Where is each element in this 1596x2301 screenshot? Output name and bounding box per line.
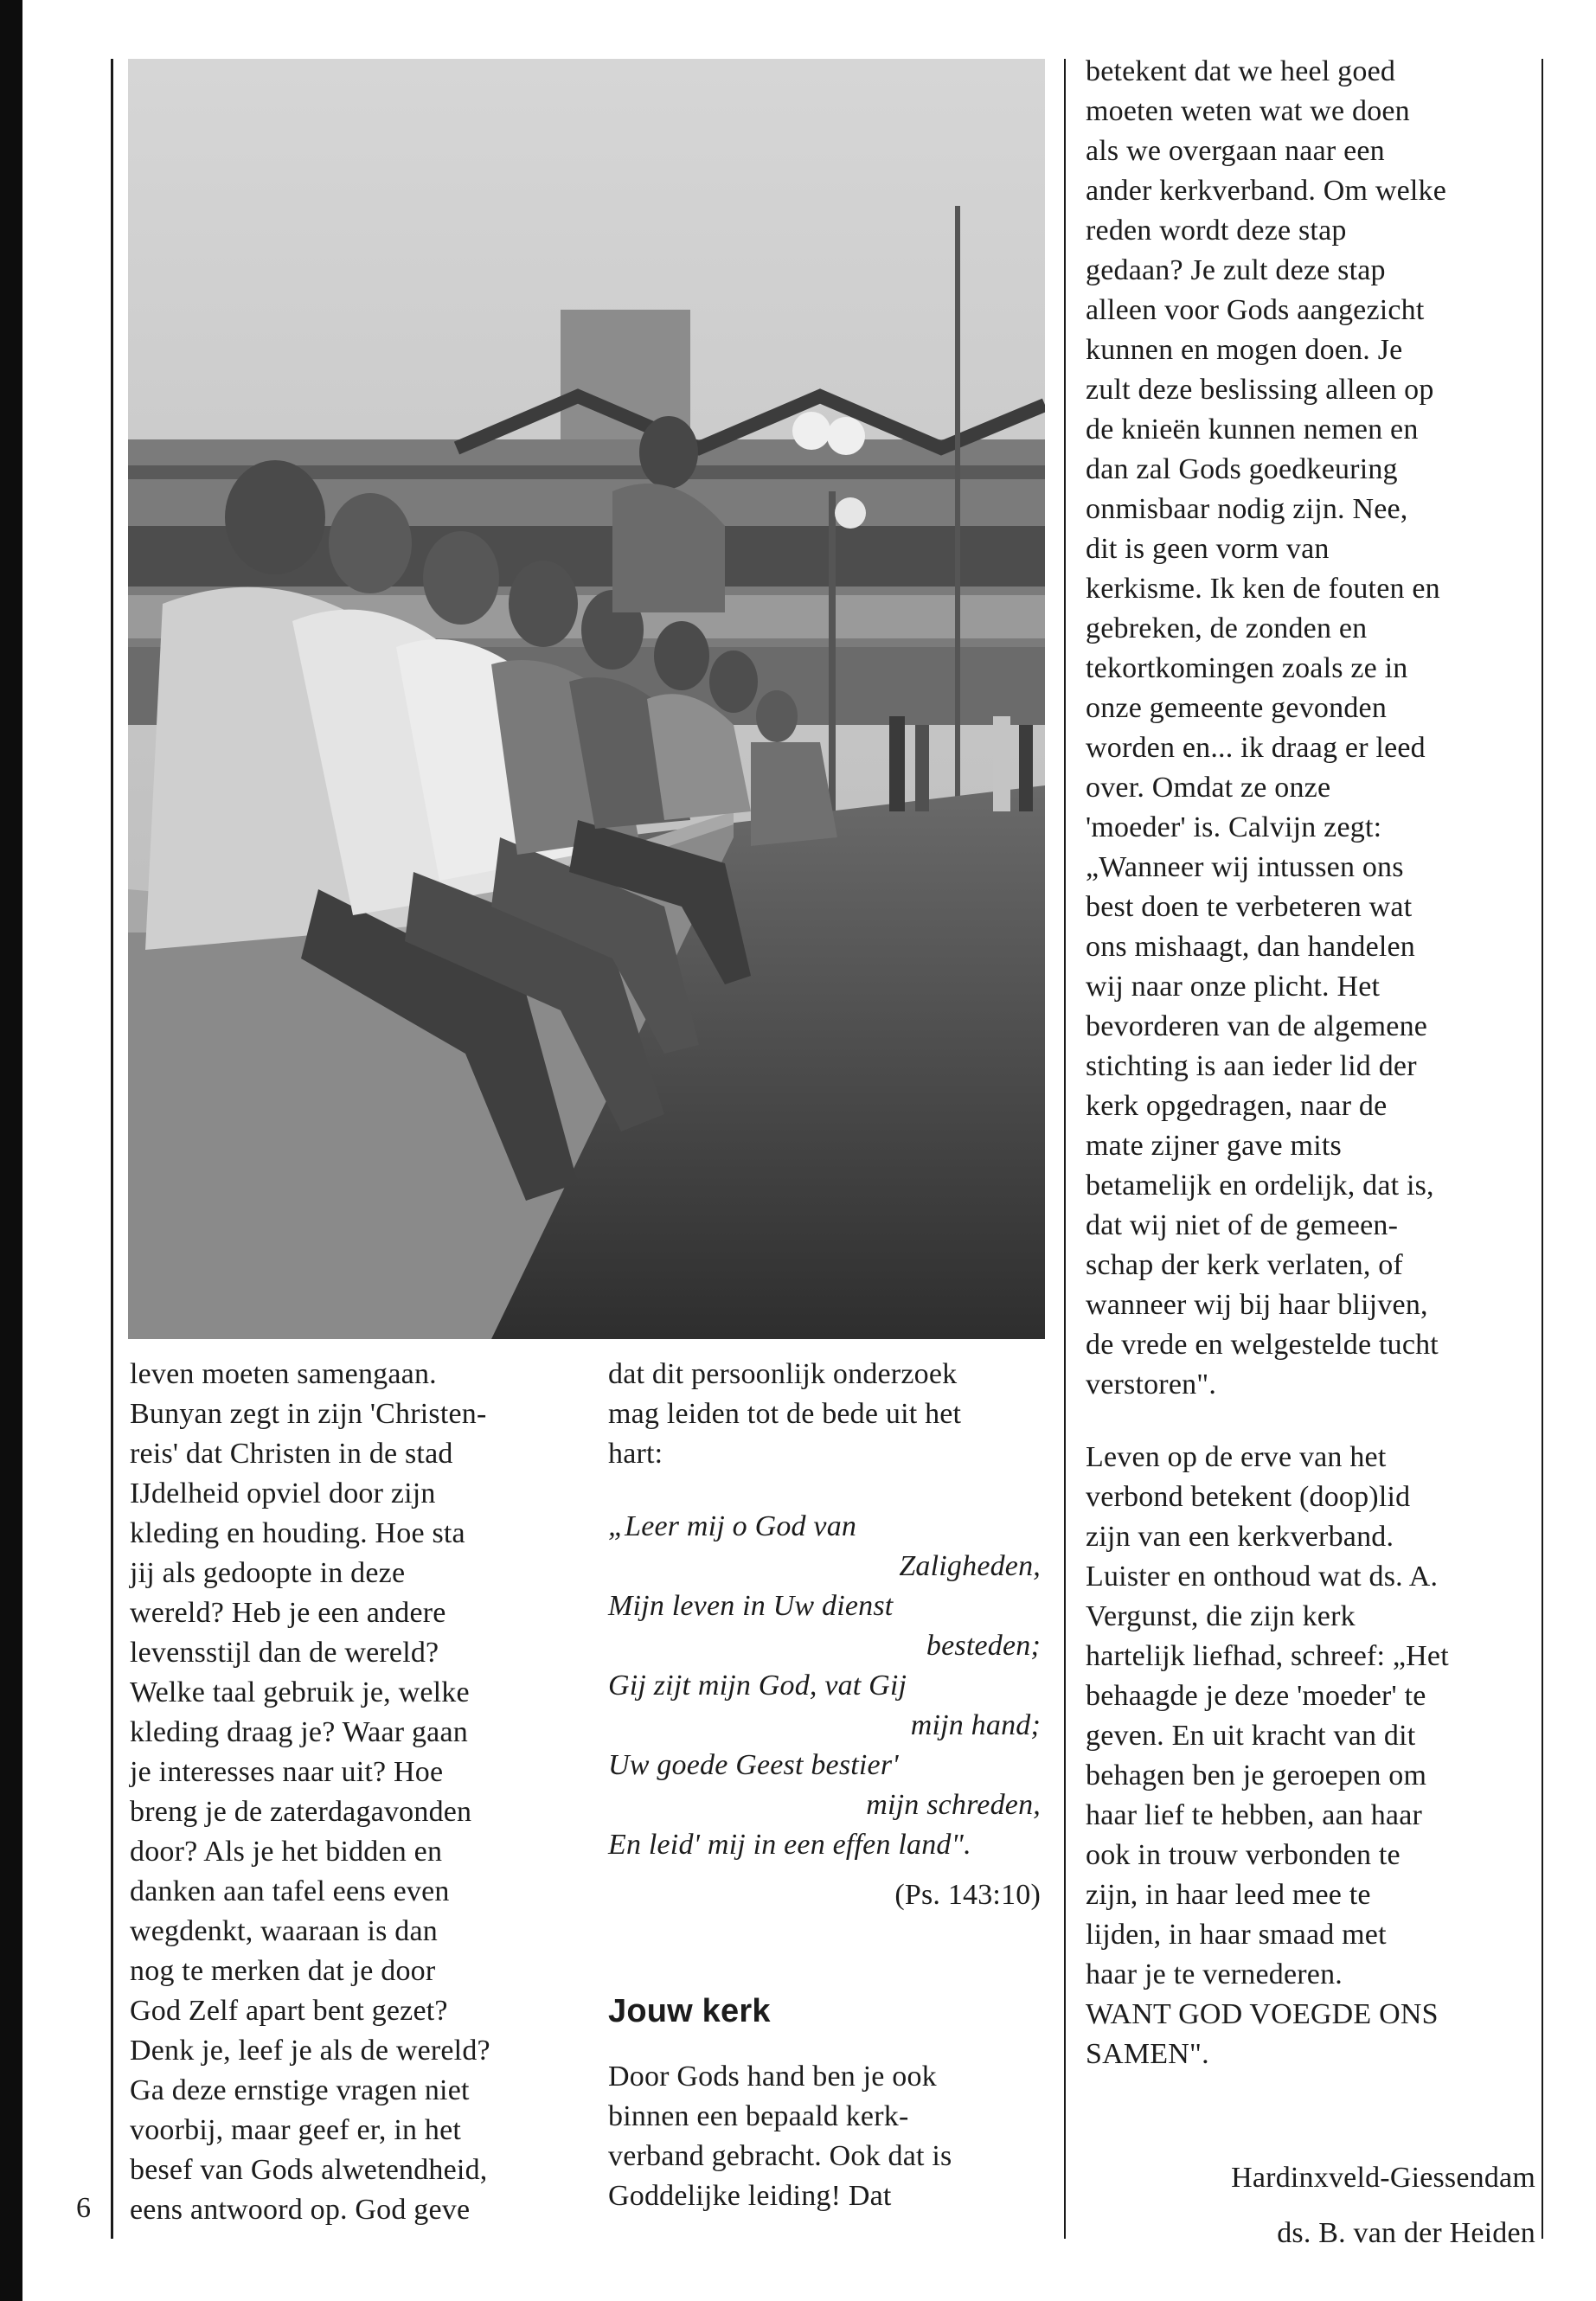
text-line: verband gebracht. Ook dat is xyxy=(608,2140,952,2172)
text-line: betekent dat we heel goed xyxy=(1086,55,1396,87)
text-line: kerk opgedragen, naar de xyxy=(1086,1090,1388,1122)
text-line: Door Gods hand ben je ook xyxy=(608,2061,937,2093)
text-line: dan zal Gods goedkeuring xyxy=(1086,453,1398,485)
text-line: onze gemeente gevonden xyxy=(1086,692,1388,724)
text-line: als we overgaan naar een xyxy=(1086,135,1385,167)
text-line: je interesses naar uit? Hoe xyxy=(130,1756,444,1788)
poem-line: „Leer mij o God van xyxy=(608,1510,857,1542)
text-line: kerkisme. Ik ken de fouten en xyxy=(1086,573,1440,605)
group-photo xyxy=(128,59,1045,1339)
text-line: wegdenkt, waaraan is dan xyxy=(130,1915,438,1947)
text-line: haar je te vernederen. xyxy=(1086,1958,1343,1990)
text-line: WANT GOD VOEGDE ONS xyxy=(1086,1998,1439,2030)
signature-place: Hardinxveld-Giessendam xyxy=(1231,2162,1535,2194)
poem-line: Zaligheden, xyxy=(899,1550,1041,1582)
text-line: ander kerkverband. Om welke xyxy=(1086,175,1447,207)
column-2 xyxy=(608,1355,1041,2216)
text-line: dit is geen vorm van xyxy=(1086,533,1330,565)
text-line: God Zelf apart bent gezet? xyxy=(130,1995,448,2027)
text-line: voorbij, maar geef er, in het xyxy=(130,2114,462,2146)
text-line: best doen te verbeteren wat xyxy=(1086,891,1413,923)
text-line: IJdelheid opviel door zijn xyxy=(130,1477,436,1509)
column-3 xyxy=(1086,52,1535,2261)
text-line: jij als gedoopte in deze xyxy=(130,1557,406,1589)
text-line: wanneer wij bij haar blijven, xyxy=(1086,1289,1428,1321)
poem-line: besteden; xyxy=(926,1630,1041,1662)
text-line: haar lief te hebben, aan haar xyxy=(1086,1799,1423,1831)
text-line: Welke taal gebruik je, welke xyxy=(130,1676,470,1708)
column-2-body xyxy=(608,2057,1041,2216)
text-line: gedaan? Je zult deze stap xyxy=(1086,254,1386,286)
column-3-paragraph-2 xyxy=(1086,1438,1535,2074)
text-line: bevorderen van de algemene xyxy=(1086,1010,1428,1042)
text-line: levensstijl dan de wereld? xyxy=(130,1637,439,1669)
text-line: behaagde je deze 'moeder' te xyxy=(1086,1680,1426,1712)
text-line: Ga deze ernstige vragen niet xyxy=(130,2074,470,2106)
text-line: zult deze beslissing alleen op xyxy=(1086,374,1434,406)
text-line: door? Als je het bidden en xyxy=(130,1836,443,1868)
text-line: onmisbaar nodig zijn. Nee, xyxy=(1086,493,1408,525)
text-line: zijn, in haar leed mee te xyxy=(1086,1879,1371,1911)
text-line: schap der kerk verlaten, of xyxy=(1086,1249,1403,1281)
text-line: geven. En uit kracht van dit xyxy=(1086,1720,1416,1752)
text-line: Denk je, leef je als de wereld? xyxy=(130,2035,490,2067)
poem-line: En leid' mij in een effen land". xyxy=(608,1829,971,1861)
signature-author: ds. B. van der Heiden xyxy=(1277,2217,1535,2249)
text-line: SAMEN". xyxy=(1086,2038,1209,2070)
text-line: verbond betekent (doop)lid xyxy=(1086,1481,1411,1513)
poem-line: Gij zijt mijn God, vat Gij xyxy=(608,1670,907,1702)
text-line: eens antwoord op. God geve xyxy=(130,2194,471,2226)
text-line: kleding draag je? Waar gaan xyxy=(130,1716,468,1748)
text-line: reis' dat Christen in de stad xyxy=(130,1438,453,1470)
text-line: de knieën kunnen nemen en xyxy=(1086,413,1419,445)
text-line: alleen voor Gods aangezicht xyxy=(1086,294,1425,326)
photo-group-of-young-men-seated-on-wall-icon xyxy=(128,59,1045,1339)
column-1 xyxy=(130,1355,545,2230)
text-line: wij naar onze plicht. Het xyxy=(1086,971,1381,1003)
column-rule-left xyxy=(111,59,113,2239)
text-line: kleding en houding. Hoe sta xyxy=(130,1517,465,1549)
poem-line: Uw goede Geest bestier' xyxy=(608,1749,899,1781)
text-line: breng je de zaterdagavonden xyxy=(130,1796,472,1828)
text-line: behagen ben je geroepen om xyxy=(1086,1759,1427,1791)
text-line: stichting is aan ieder lid der xyxy=(1086,1050,1417,1082)
text-line: Luister en onthoud wat ds. A. xyxy=(1086,1561,1439,1593)
psalm-reference: (Ps. 143:10) xyxy=(894,1879,1041,1911)
page-number: 6 xyxy=(76,2192,91,2224)
column-rule-right xyxy=(1542,59,1543,2239)
text-line: verstoren". xyxy=(1086,1368,1217,1400)
text-line: de vrede en welgestelde tucht xyxy=(1086,1329,1439,1361)
poem-line: mijn schreden, xyxy=(866,1789,1041,1821)
text-line: ook in trouw verbonden te xyxy=(1086,1839,1401,1871)
text-line: betamelijk en ordelijk, dat is, xyxy=(1086,1170,1434,1202)
text-line: mag leiden tot de bede uit het xyxy=(608,1398,962,1430)
page-edge xyxy=(0,0,22,2301)
text-line: hartelijk liefhad, schreef: „Het xyxy=(1086,1640,1449,1672)
text-line: over. Omdat ze onze xyxy=(1086,772,1331,804)
column-3-paragraph-1 xyxy=(1086,52,1535,1405)
text-line: dat wij niet of de gemeen- xyxy=(1086,1209,1399,1241)
text-line: Leven op de erve van het xyxy=(1086,1441,1387,1473)
text-line: mate zijner gave mits xyxy=(1086,1130,1342,1162)
text-line: lijden, in haar smaad met xyxy=(1086,1919,1387,1951)
text-line: Bunyan zegt in zijn 'Christen- xyxy=(130,1398,487,1430)
text-line: hart: xyxy=(608,1438,663,1470)
poem-line: Mijn leven in Uw dienst xyxy=(608,1590,894,1622)
text-line: ons mishaagt, dan handelen xyxy=(1086,931,1415,963)
text-line: tekortkomingen zoals ze in xyxy=(1086,652,1408,684)
section-heading: Jouw kerk xyxy=(608,1993,771,2029)
poem-line: mijn hand; xyxy=(910,1709,1041,1741)
text-line: nog te merken dat je door xyxy=(130,1955,436,1987)
text-line: worden en... ik draag er leed xyxy=(1086,732,1426,764)
text-line: binnen een bepaald kerk- xyxy=(608,2100,909,2132)
psalm-poem xyxy=(608,1507,1041,1865)
text-line: „Wanneer wij intussen ons xyxy=(1086,851,1404,883)
text-line: 'moeder' is. Calvijn zegt: xyxy=(1086,811,1382,843)
text-line: moeten weten wat we doen xyxy=(1086,95,1410,127)
text-line: reden wordt deze stap xyxy=(1086,215,1347,247)
text-line: besef van Gods alwetendheid, xyxy=(130,2154,488,2186)
text-line: danken aan tafel eens even xyxy=(130,1875,450,1907)
text-line: kunnen en mogen doen. Je xyxy=(1086,334,1403,366)
text-line: zijn van een kerkverband. xyxy=(1086,1521,1394,1553)
column-2-intro xyxy=(608,1355,1041,1474)
text-line: Vergunst, die zijn kerk xyxy=(1086,1600,1356,1632)
column-rule-middle xyxy=(1064,59,1066,2239)
text-line: leven moeten samengaan. xyxy=(130,1358,437,1390)
text-line: dat dit persoonlijk onderzoek xyxy=(608,1358,958,1390)
text-line: wereld? Heb je een andere xyxy=(130,1597,446,1629)
text-line: gebreken, de zonden en xyxy=(1086,612,1368,644)
text-line: Goddelijke leiding! Dat xyxy=(608,2180,892,2212)
